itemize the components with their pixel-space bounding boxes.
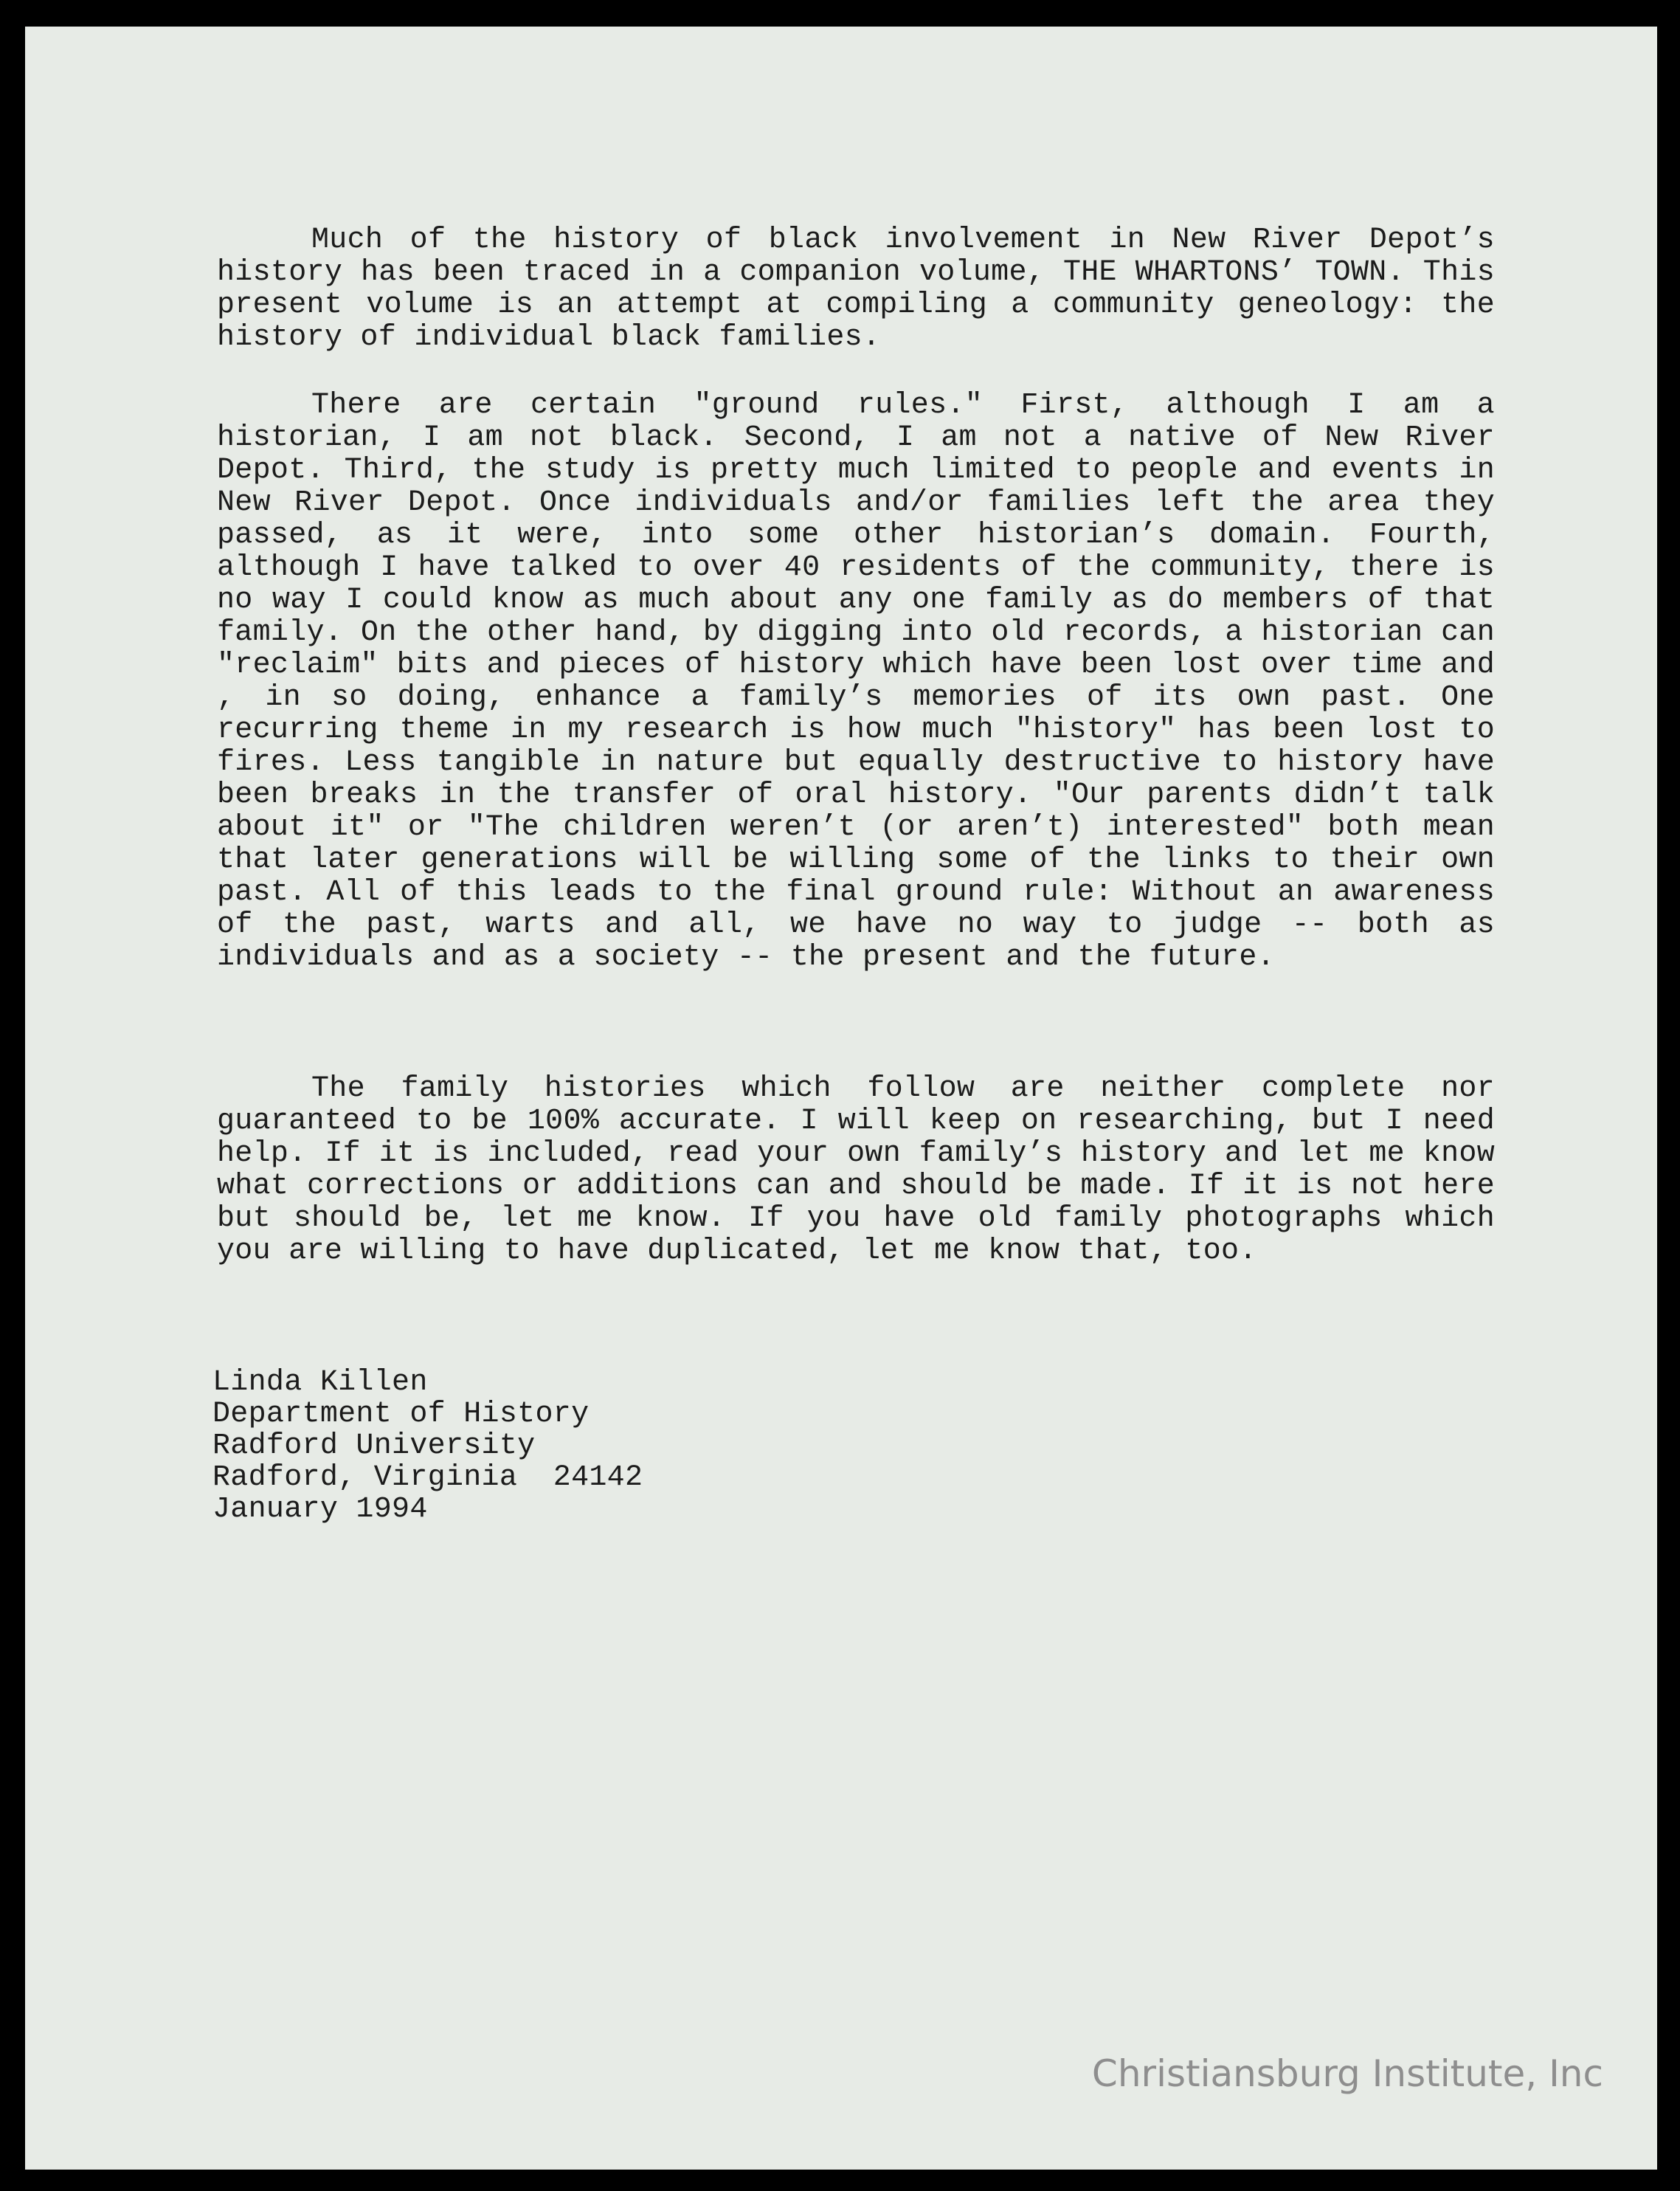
signature-block	[212, 1367, 643, 1525]
watermark: Christiansburg Institute, Inc	[1091, 2052, 1603, 2095]
signature-department: Department of History	[212, 1398, 590, 1431]
signature-date: January 1994	[212, 1493, 428, 1526]
paragraph-intro: Much of the history of black involvement in New River Depot’s history has been traced in a companion volume, THE WHARTONS’ TOWN. This present volume is an attempt at compiling a community geneology: the history of individual black families.	[217, 224, 1495, 354]
signature-name: Linda Killen	[212, 1366, 428, 1399]
signature-address: Radford, Virginia 24142	[212, 1461, 643, 1494]
paragraph-family-histories: The family histories which follow are neither complete nor guaranteed to be 100% accurate. I will keep on researching, but I need help. If it is included, read your own family’s history and let me know what corrections or additions can and should be made. If it is not here but should be, let me know. If you have old family photographs which you are willing to have duplicated, let me know that, too.	[217, 1072, 1495, 1268]
signature-university: Radford University	[212, 1429, 536, 1463]
paragraph-ground-rules: There are certain "ground rules." First, although I am a historian, I am not black. Second, I am not a native of New River Depot. Third, the study is pretty much limited to people and events in New River Depot. Once individuals and/or families left the area they passed, as it were, into some other historian’s domain. Fourth, although I have talked to over 40 residents of the community, there is no way I could know as much about any one family as do members of that family. On the other hand, by digging into old records, a historian can "reclaim" bits and pieces of history which have been lost over time and , in so doing, enhance a family’s memories of its own past. One recurring theme in my research is how much "history" has been lost to fires. Less tangible in nature but equally destructive to history have been breaks in the transfer of oral history. "Our parents didn’t talk about it" or "The children weren’t (or aren’t) interested" both mean that later generations will be willing some of the links to their own past. All of this leads to the final ground rule: Without an awareness of the past, warts and all, we have no way to judge -- both as individuals and as a society -- the present and the future.	[217, 389, 1495, 974]
